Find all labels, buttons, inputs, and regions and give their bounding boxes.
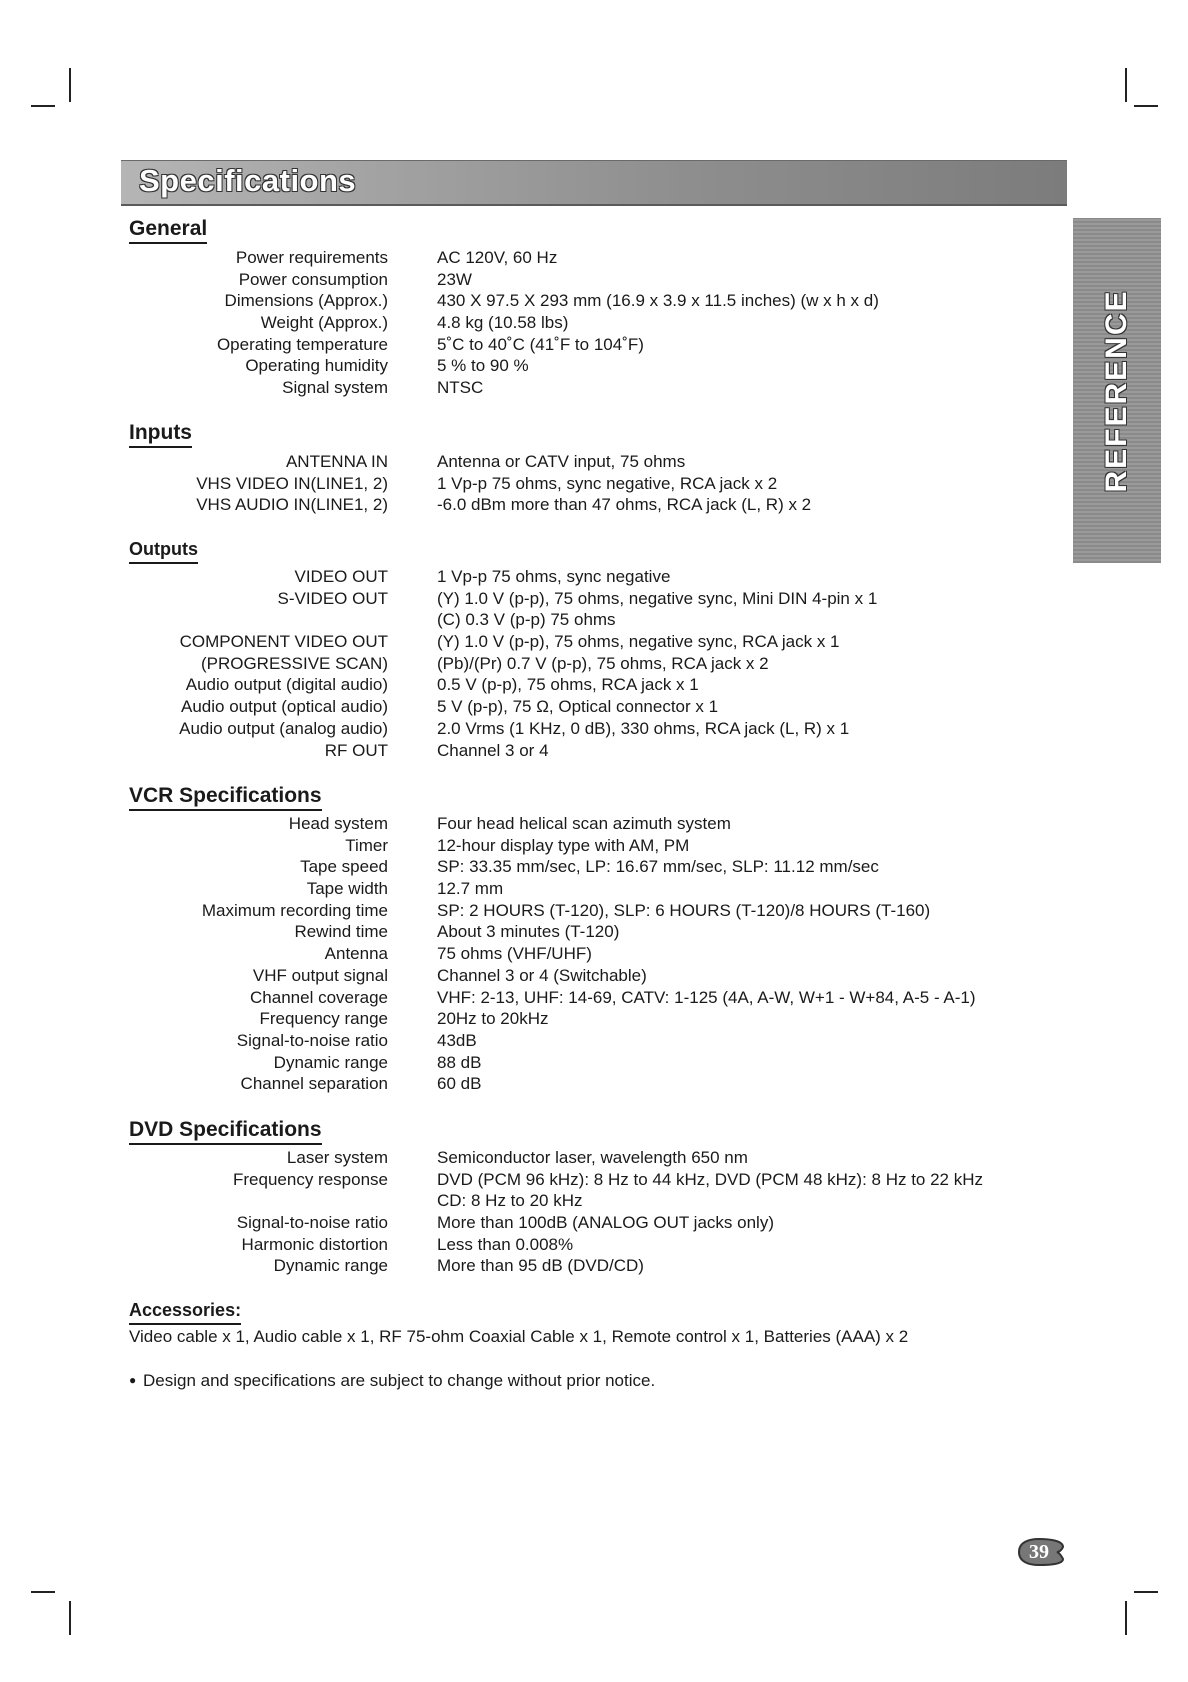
spec-row <box>0 312 1188 334</box>
spec-row <box>0 943 1188 965</box>
spec-value: (Y) 1.0 V (p-p), 75 ohms, negative sync, RCA jack x 1 <box>437 632 840 652</box>
crop-mark-bottom-left-h <box>31 1591 55 1593</box>
spec-value: SP: 33.35 mm/sec, LP: 16.67 mm/sec, SLP: 11.12 mm/sec <box>437 857 879 877</box>
spec-label: Weight (Approx.) <box>260 313 388 333</box>
spec-value: Semiconductor laser, wavelength 650 nm <box>437 1148 748 1167</box>
spec-label: Power requirements <box>235 248 388 267</box>
spec-row <box>0 355 1188 377</box>
spec-value: More than 100dB (ANALOG OUT jacks only) <box>437 1213 774 1233</box>
spec-label: Signal system <box>282 378 388 398</box>
spec-value: Four head helical scan azimuth system <box>437 814 731 833</box>
spec-value: 12.7 mm <box>437 879 504 899</box>
spec-label: Tape speed <box>300 857 388 877</box>
spec-label: VIDEO OUT <box>294 567 388 586</box>
dvd-rows <box>0 1147 1188 1277</box>
spec-label: Channel separation <box>240 1074 388 1094</box>
spec-row <box>0 451 1188 473</box>
spec-row <box>0 674 1188 696</box>
page-number-badge <box>1013 1537 1065 1567</box>
spec-row <box>0 653 1188 675</box>
spec-value: DVD (PCM 96 kHz): 8 Hz to 44 kHz, DVD (PCM 48 kHz): 8 Hz to 22 kHz <box>437 1169 984 1189</box>
spec-row <box>0 1052 1188 1074</box>
spec-value: CD: 8 Hz to 20 kHz <box>437 1191 583 1211</box>
spec-row <box>0 696 1188 718</box>
spec-label: Dynamic range <box>273 1052 388 1072</box>
spec-label: Dynamic range <box>273 1256 388 1276</box>
spec-value: 5 V (p-p), 75 Ω, Optical connector x 1 <box>437 697 719 717</box>
disclaimer-note <box>129 1371 655 1391</box>
spec-label: Operating temperature <box>216 334 388 354</box>
spec-value: 1 Vp-p 75 ohms, sync negative, RCA jack x 2 <box>437 473 778 493</box>
spec-row <box>0 290 1188 312</box>
crop-mark-bottom-right <box>1125 1601 1127 1635</box>
crop-mark-top-left <box>69 68 71 102</box>
spec-value: 43dB <box>437 1030 477 1050</box>
crop-mark-top-left-h <box>31 105 55 107</box>
spec-value: 5˚C to 40˚C (41˚F to 104˚F) <box>437 334 644 354</box>
spec-row <box>0 965 1188 987</box>
spec-label: Timer <box>345 835 388 855</box>
spec-value: 23W <box>437 269 472 289</box>
inputs-heading: Inputs <box>129 421 192 448</box>
spec-value: Antenna or CATV input, 75 ohms <box>437 452 686 471</box>
spec-value: (C) 0.3 V (p-p) 75 ohms <box>437 610 616 630</box>
spec-row <box>0 609 1188 631</box>
spec-label: Operating humidity <box>245 356 388 376</box>
spec-value: 12-hour display type with AM, PM <box>437 835 690 855</box>
spec-value: Less than 0.008% <box>437 1234 574 1254</box>
spec-row <box>0 987 1188 1009</box>
vcr-rows <box>0 813 1188 1095</box>
spec-label: Antenna <box>324 944 388 964</box>
spec-row <box>0 740 1188 762</box>
side-tab-label: REFERENCE <box>1100 288 1133 493</box>
spec-label: VHS AUDIO IN(LINE1, 2) <box>196 495 388 515</box>
spec-value: Channel 3 or 4 (Switchable) <box>437 965 647 985</box>
spec-label: VHF output signal <box>252 965 388 985</box>
spec-row <box>0 1008 1188 1030</box>
spec-label: Laser system <box>286 1148 388 1167</box>
spec-label: Channel coverage <box>250 987 388 1007</box>
spec-row <box>0 247 1188 269</box>
spec-value: Channel 3 or 4 <box>437 740 549 760</box>
spec-row <box>0 878 1188 900</box>
spec-value: NTSC <box>437 378 484 398</box>
spec-value: 75 ohms (VHF/UHF) <box>437 944 592 964</box>
accessories-text: Video cable x 1, Audio cable x 1, RF 75-ohm Coaxial Cable x 1, Remote control x 1, Batteries (AAA) x 2 <box>129 1327 909 1346</box>
page-title: Specifications <box>139 163 357 198</box>
page-number: 39 <box>1029 1541 1049 1563</box>
spec-label: Signal-to-noise ratio <box>236 1213 388 1233</box>
spec-row <box>0 921 1188 943</box>
spec-row <box>0 900 1188 922</box>
vcr-heading: VCR Specifications <box>129 784 322 811</box>
spec-label: ANTENNA IN <box>285 452 388 471</box>
spec-value: (Pb)/(Pr) 0.7 V (p-p), 75 ohms, RCA jack x 2 <box>437 653 769 673</box>
spec-label: Dimensions (Approx.) <box>224 291 388 311</box>
spec-row <box>0 566 1188 588</box>
spec-label: COMPONENT VIDEO OUT <box>179 632 388 652</box>
spec-row <box>0 856 1188 878</box>
spec-label: S-VIDEO OUT <box>277 588 388 608</box>
spec-label: Maximum recording time <box>201 900 388 920</box>
spec-label: Harmonic distortion <box>241 1234 388 1254</box>
spec-label: Tape width <box>306 879 388 899</box>
spec-row <box>0 1073 1188 1095</box>
outputs-heading: Outputs <box>129 537 198 564</box>
disclaimer-text: Design and specifications are subject to change without prior notice. <box>143 1371 656 1390</box>
spec-value: 2.0 Vrms (1 KHz, 0 dB), 330 ohms, RCA jack (L, R) x 1 <box>437 718 850 738</box>
spec-label: RF OUT <box>324 740 388 760</box>
spec-value: (Y) 1.0 V (p-p), 75 ohms, negative sync, Mini DIN 4-pin x 1 <box>437 588 878 608</box>
spec-row <box>0 631 1188 653</box>
spec-value: 60 dB <box>437 1074 482 1094</box>
spec-value: 1 Vp-p 75 ohms, sync negative <box>437 567 671 586</box>
accessories-heading: Accessories: <box>129 1298 241 1325</box>
spec-label: Power consumption <box>238 269 388 289</box>
crop-mark-bottom-right-h <box>1134 1591 1158 1593</box>
spec-row <box>0 1212 1188 1234</box>
spec-label: Audio output (digital audio) <box>185 675 388 695</box>
spec-row <box>0 718 1188 740</box>
general-rows <box>0 247 1188 399</box>
crop-mark-bottom-left <box>69 1601 71 1635</box>
spec-row <box>0 1147 1188 1169</box>
spec-row <box>0 1234 1188 1256</box>
spec-row <box>0 494 1188 516</box>
spec-label: (PROGRESSIVE SCAN) <box>200 653 388 673</box>
spec-label: Frequency range <box>259 1009 388 1029</box>
spec-value: AC 120V, 60 Hz <box>437 248 558 267</box>
general-heading: General <box>129 217 207 244</box>
spec-value: More than 95 dB (DVD/CD) <box>437 1256 644 1276</box>
spec-value: 88 dB <box>437 1052 482 1072</box>
crop-mark-top-right <box>1125 68 1127 102</box>
dvd-heading: DVD Specifications <box>129 1118 322 1145</box>
spec-row <box>0 377 1188 399</box>
spec-row <box>0 1255 1188 1277</box>
spec-label: Audio output (optical audio) <box>181 697 388 717</box>
title-bar <box>121 160 1067 206</box>
spec-label: Head system <box>288 814 388 833</box>
spec-value: 430 X 97.5 X 293 mm (16.9 x 3.9 x 11.5 inches) (w x h x d) <box>437 291 879 311</box>
spec-label: VHS VIDEO IN(LINE1, 2) <box>196 473 388 493</box>
crop-mark-top-right-h <box>1134 105 1158 107</box>
spec-label: Audio output (analog audio) <box>179 718 388 738</box>
spec-value: -6.0 dBm more than 47 ohms, RCA jack (L, R) x 2 <box>437 495 812 515</box>
bullet-icon: ● <box>129 1373 137 1387</box>
spec-value: 4.8 kg (10.58 lbs) <box>437 313 569 333</box>
spec-value: 20Hz to 20kHz <box>437 1009 549 1029</box>
spec-value: 5 % to 90 % <box>437 356 529 376</box>
spec-row <box>0 1169 1188 1191</box>
spec-row <box>0 835 1188 857</box>
spec-row <box>0 334 1188 356</box>
spec-row <box>0 1190 1188 1212</box>
spec-value: About 3 minutes (T-120) <box>437 922 620 942</box>
outputs-rows <box>0 566 1188 761</box>
spec-row <box>0 473 1188 495</box>
spec-row <box>0 813 1188 835</box>
spec-label: Frequency response <box>233 1169 388 1189</box>
spec-row <box>0 1030 1188 1052</box>
spec-row <box>0 269 1188 291</box>
inputs-rows <box>0 451 1188 516</box>
spec-value: VHF: 2-13, UHF: 14-69, CATV: 1-125 (4A, A-W, W+1 - W+84, A-5 - A-1) <box>437 987 976 1007</box>
spec-label: Rewind time <box>294 922 388 942</box>
spec-row <box>0 588 1188 610</box>
spec-value: 0.5 V (p-p), 75 ohms, RCA jack x 1 <box>437 675 699 695</box>
spec-value: SP: 2 HOURS (T-120), SLP: 6 HOURS (T-120)/8 HOURS (T-160) <box>437 900 931 920</box>
spec-label: Signal-to-noise ratio <box>236 1030 388 1050</box>
